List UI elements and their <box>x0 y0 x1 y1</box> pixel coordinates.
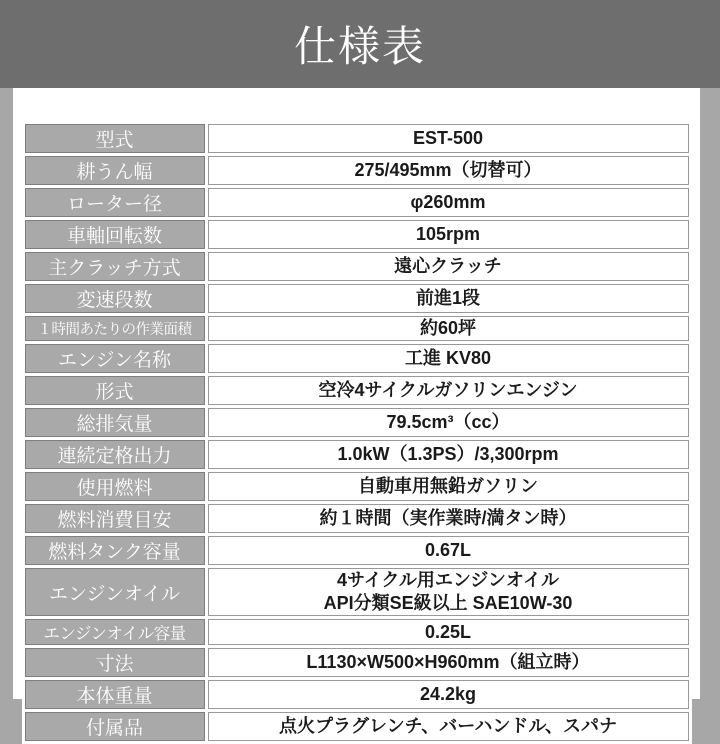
table-row <box>25 440 689 469</box>
spec-label: 主クラッチ方式 <box>25 252 205 281</box>
spec-table <box>22 121 692 744</box>
table-row <box>25 252 689 281</box>
table-row <box>25 568 689 616</box>
spec-value-line: 自動車用無鉛ガソリン <box>358 476 538 496</box>
table-row <box>25 316 689 341</box>
spec-label: エンジンオイル <box>25 568 205 616</box>
table-row <box>25 124 689 153</box>
spec-value <box>208 536 689 565</box>
spec-label: １時間あたりの作業面積 <box>25 316 205 341</box>
page-title: 仕様表 <box>293 23 426 70</box>
spec-label: 総排気量 <box>25 408 205 437</box>
table-row <box>25 284 689 313</box>
table-row <box>25 680 689 709</box>
spec-label: 連続定格出力 <box>25 440 205 469</box>
spec-value <box>208 408 689 437</box>
spec-value-line: 遠心クラッチ <box>394 256 502 276</box>
spec-label: エンジン名称 <box>25 344 205 373</box>
spec-value <box>208 472 689 501</box>
table-row <box>25 408 689 437</box>
table-row <box>25 472 689 501</box>
table-row <box>25 619 689 645</box>
table-row <box>25 156 689 185</box>
spec-value-line: EST-500 <box>412 128 484 148</box>
spec-label: エンジンオイル容量 <box>25 619 205 645</box>
spec-label: 形式 <box>25 376 205 405</box>
spec-value <box>208 220 689 249</box>
table-row <box>25 712 689 741</box>
spec-value <box>208 156 689 185</box>
spec-label: 付属品 <box>25 712 205 741</box>
table-row <box>25 504 689 533</box>
spec-label: 型式 <box>25 124 205 153</box>
spec-value-line: 工進 KV80 <box>404 348 492 368</box>
spec-value <box>208 680 689 709</box>
table-row <box>25 376 689 405</box>
spec-value-line: API分類SE級以上 SAE10W-30 <box>323 593 573 613</box>
spec-value <box>208 440 689 469</box>
table-row <box>25 536 689 565</box>
content-panel <box>13 88 700 739</box>
spec-value-line: 前進1段 <box>415 288 480 308</box>
spec-value <box>208 568 689 616</box>
spec-label: ローター径 <box>25 188 205 217</box>
spec-value <box>208 188 689 217</box>
spec-table-body <box>25 124 689 741</box>
spec-value <box>208 648 689 677</box>
table-row <box>25 188 689 217</box>
spec-value-line: 点火プラグレンチ、バーハンドル、スパナ <box>279 716 617 736</box>
spec-value-line: 0.67L <box>424 540 472 560</box>
table-row <box>25 344 689 373</box>
spec-label: 寸法 <box>25 648 205 677</box>
spec-value <box>208 712 689 741</box>
spec-value <box>208 376 689 405</box>
table-row <box>25 220 689 249</box>
spec-value-line: 約１時間（実作業時/満タン時） <box>319 508 577 528</box>
spec-value-line: φ260mm <box>410 192 486 212</box>
spec-value-line: 24.2kg <box>419 684 477 704</box>
spec-value-line: L1130×W500×H960mm（組立時） <box>306 652 590 672</box>
header-bar <box>0 0 720 88</box>
spec-value-line: 275/495mm（切替可） <box>354 160 542 180</box>
spec-value-line: 105rpm <box>415 224 481 244</box>
table-row <box>25 648 689 677</box>
spec-value <box>208 124 689 153</box>
spec-label: 耕うん幅 <box>25 156 205 185</box>
spec-value-line: 79.5cm³（cc） <box>386 412 510 432</box>
spec-value <box>208 504 689 533</box>
spec-label: 使用燃料 <box>25 472 205 501</box>
spec-label: 変速段数 <box>25 284 205 313</box>
spec-value <box>208 252 689 281</box>
spec-value <box>208 284 689 313</box>
spec-value <box>208 619 689 645</box>
spec-value <box>208 316 689 341</box>
spec-label: 燃料消費目安 <box>25 504 205 533</box>
spec-label: 本体重量 <box>25 680 205 709</box>
spec-value-line: 4サイクル用エンジンオイル <box>336 570 560 590</box>
spec-value-line: 0.25L <box>424 621 472 642</box>
spec-value <box>208 344 689 373</box>
spec-label: 車軸回転数 <box>25 220 205 249</box>
spec-value-line: 約60坪 <box>419 318 477 338</box>
spec-value-line: 1.0kW（1.3PS）/3,300rpm <box>337 444 559 464</box>
spec-label: 燃料タンク容量 <box>25 536 205 565</box>
spec-value-line: 空冷4サイクルガソリンエンジン <box>318 380 578 400</box>
